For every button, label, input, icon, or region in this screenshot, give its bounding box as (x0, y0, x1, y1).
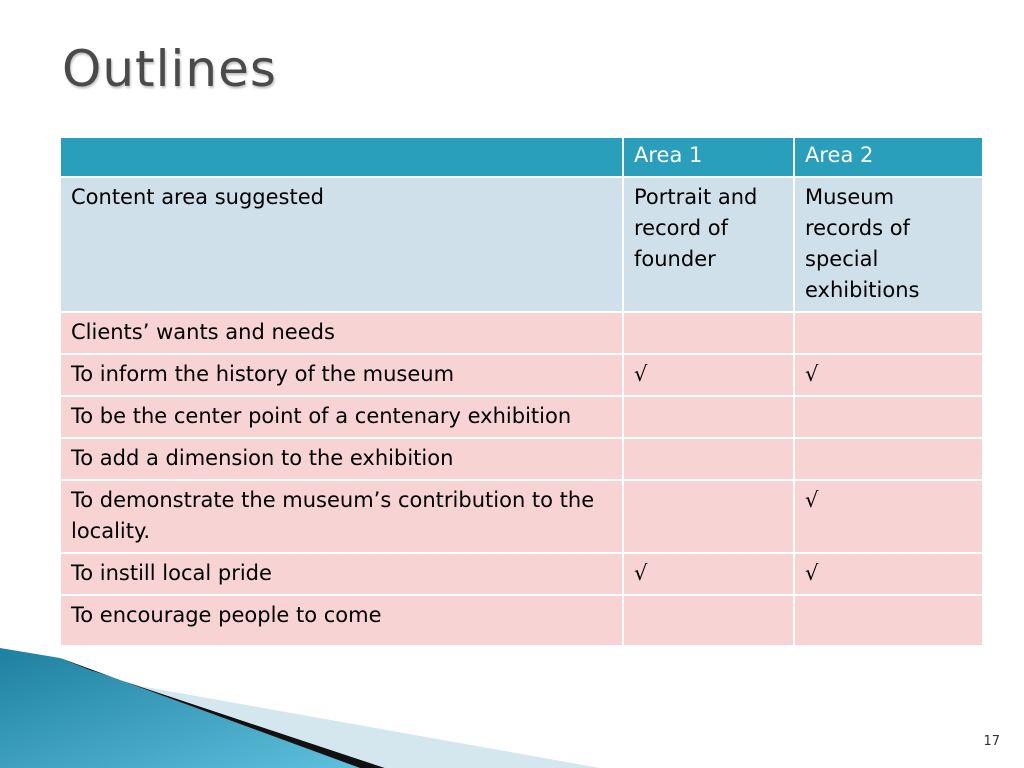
table-row (60, 177, 983, 312)
corner-swoosh-decoration (0, 640, 600, 768)
area-1-cell: Portrait and record of founder (623, 177, 794, 312)
area-2-check: √ (794, 354, 983, 396)
header-cell-area-1: Area 1 (623, 137, 794, 177)
area-1-cell (623, 595, 794, 646)
area-2-check: √ (794, 553, 983, 595)
table-row (60, 553, 983, 595)
area-1-check: √ (623, 553, 794, 595)
area-1-cell (623, 480, 794, 553)
table-row (60, 354, 983, 396)
outline-table (59, 136, 984, 647)
table-row (60, 312, 983, 354)
area-1-cell (623, 438, 794, 480)
header-cell-area-2: Area 2 (794, 137, 983, 177)
row-label: Content area suggested (60, 177, 623, 312)
area-1-cell (623, 396, 794, 438)
row-label: To inform the history of the museum (60, 354, 623, 396)
slide-title: Outlines (62, 40, 277, 98)
header-cell-empty (60, 137, 623, 177)
row-label: To be the center point of a centenary exhibition (60, 396, 623, 438)
table-row (60, 396, 983, 438)
row-label: To instill local pride (60, 553, 623, 595)
area-1-check: √ (623, 354, 794, 396)
area-2-cell (794, 595, 983, 646)
row-label: To demonstrate the museum’s contribution to the locality. (60, 480, 623, 553)
area-2-cell: Museum records of special exhibitions (794, 177, 983, 312)
table-row (60, 438, 983, 480)
row-label: To add a dimension to the exhibition (60, 438, 623, 480)
area-2-cell (794, 312, 983, 354)
table-row (60, 480, 983, 553)
area-1-cell (623, 312, 794, 354)
area-2-cell (794, 438, 983, 480)
area-2-check: √ (794, 480, 983, 553)
area-2-cell (794, 396, 983, 438)
table-header-row (60, 137, 983, 177)
row-label: Clients’ wants and needs (60, 312, 623, 354)
row-label: To encourage people to come (60, 595, 623, 646)
page-number: 17 (983, 734, 1000, 749)
table-row (60, 595, 983, 646)
